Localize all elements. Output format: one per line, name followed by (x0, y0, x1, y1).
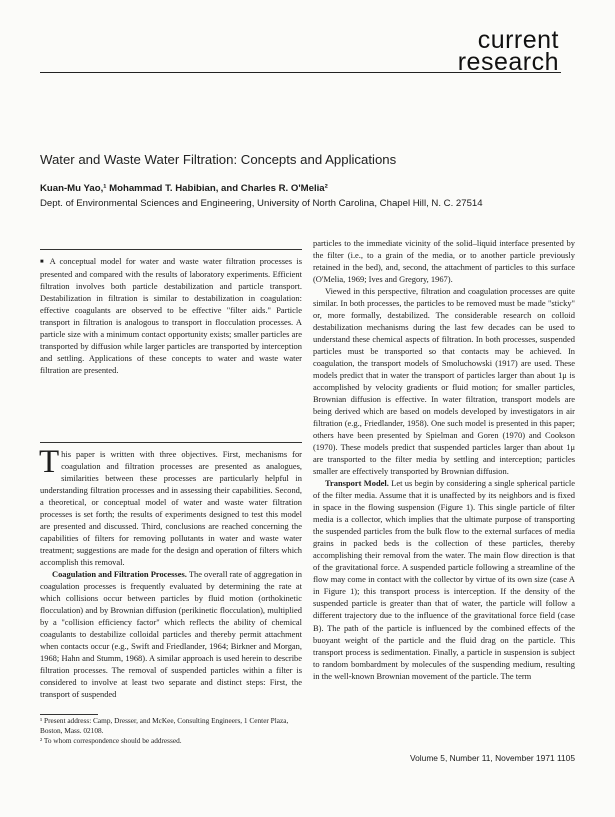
authors: Kuan-Mu Yao,¹ Mohammad T. Habibian, and Charles R. O'Melia² (40, 183, 328, 194)
abstract-bottom-rule (40, 442, 302, 443)
intro-section (39, 444, 302, 700)
abstract-bullet-icon: ■ (40, 259, 46, 265)
footnotes (40, 716, 302, 746)
intro-text: his paper is written with three objectives. First, mechanisms for coagulation and filtration processes are presented as analogues, similarities between these processes are particularly helpful in understanding filtration processes and in assessing their capabilities. Second, a theoretical, or conceptual model of water and waste water filtration processes is set forth; the results of experiments designed to test this model are presented and discussed. Third, conclusions are reached concerning the capabilities of filters for removing pollutants in water and waste water treatment; suggestions are made for the design and operation of filters which accomplish this removal. (40, 449, 302, 568)
drop-cap: T (39, 444, 60, 480)
footnote-1: ¹ Present address: Camp, Dresser, and McKee, Consulting Engineers, 1 Center Plaza, Boston, Mass. 02108. (40, 716, 289, 735)
abstract (40, 255, 302, 376)
abstract-text: A conceptual model for water and waste water filtration processes is presented and compared with the results of laboratory experiments. Efficient filtration involves both particle destabilization and particle transport. Destabilization in filtration is similar to destabilization in coagulation: effective coagulants are observed to be effective "filter aids." Particle transport in filtration is analogous to transport in flocculation processes. A particle size with a minimum contact opportunity exists; smaller particles are transported by diffusion while larger particles are transported by interception and settling. Applications of these concepts to water and waste water filtration are presented. (40, 256, 302, 376)
section-header-research: research (457, 48, 559, 76)
transport-model-heading: Transport Model. (325, 478, 389, 489)
affiliation: Dept. of Environmental Sciences and Engineering, University of North Carolina, Chapel Hill, N. C. 27514 (40, 198, 483, 209)
article-title: Water and Waste Water Filtration: Concepts and Applications (40, 152, 397, 167)
footnote-rule (40, 714, 98, 715)
coagulation-heading: Coagulation and Filtration Processes. (52, 569, 187, 580)
right-paragraph-1: particles to the immediate vicinity of the solid–liquid interface presented by the filter (i.e., to a grain of the media, or to another particle previously retained in the bed), and, second, the attachment of particles to this surface (O'Melia, 1969; Ives and Gregory, 1967). (313, 238, 575, 285)
footnote-2: ² To whom correspondence should be addressed. (40, 736, 182, 745)
right-column (313, 237, 575, 682)
abstract-top-rule (40, 249, 302, 250)
coagulation-text: The overall rate of aggregation in coagulation processes is frequently evaluated by determining the rate at which collisions occur between particles by fluid motion (orthokinetic flocculation) and by Brownian diffusion (perikinetic flocculation), multiplied by a "collision efficiency factor" which reflects the ability of chemical coagulants to destabilize colloidal particles and thereby permit attachment when contacts occur (e.g., Swift and Friedlander, 1964; Birkner and Morgan, 1968; Hahn and Stumm, 1968). A similar approach is used herein to describe filtration processes. The removal of suspended particles within a filter is considered to involve at least two separate and distinct steps: First, the transport of suspended (40, 569, 302, 700)
section-header-current: current (477, 26, 559, 54)
transport-model-text: Let us begin by considering a single spherical particle of the filter media. Assume that it is unaffected by its neighbors and is fixed in space in the flowing suspension (Figure 1). This single particle of filter media is a collector, which implies that the ultimate purpose of transporting the suspended particles from the bulk flow to the external surfaces of media grains in packed beds is the collection of these particles, thereby accomplishing their removal from the water. The main flow direction is that of the gravitational force. A suspended particle following a streamline of the flow may come in contact with the collector by virtue of its own size (case A in Figure 1); this transport process is interception. If the density of the suspended particle is greater than that of water, the particle will follow a different trajectory due to the influence of the gravitational force field (case B). The path of the particle is influenced by the combined effects of the buoyant weight of the particle and the fluid drag on the particle. This transport process is sedimentation. Finally, a particle in suspension is subject to random bombardment by molecules of the suspending medium, resulting in the well-known Brownian movement of the particle. The term (313, 478, 575, 681)
page-footer: Volume 5, Number 11, November 1971 1105 (410, 753, 575, 763)
header-rule (40, 72, 561, 73)
right-paragraph-2: Viewed in this perspective, filtration and coagulation processes are quite similar. In both processes, the particles to be removed must be made "sticky" or, more formally, destabilized. The considerable research on colloid destabilization mechanisms during the last few decades can be used to understand these chemical aspects of filtration. In both processes, suspended particles must be transported so that contacts may be achieved. In coagulation, the transport models of Smoluchowski (1917) are used. These models predict that in water the transport of particles larger than about 1μ is accomplished by velocity gradients or fluid motion; for smaller particles, Brownian diffusion is effective. In water filtration, transport models are being derived which are based on models developed by investigators in air filtration (e.g., Friedlander, 1958). One such model is presented in this paper; others have been presented by Spielman and Goren (1970) and Cookson (1970). These models predict that suspended particles larger than about 1μ are transported to the filter media by settling and interception; particles smaller are effectively transported by Brownian diffusion. (313, 286, 575, 477)
